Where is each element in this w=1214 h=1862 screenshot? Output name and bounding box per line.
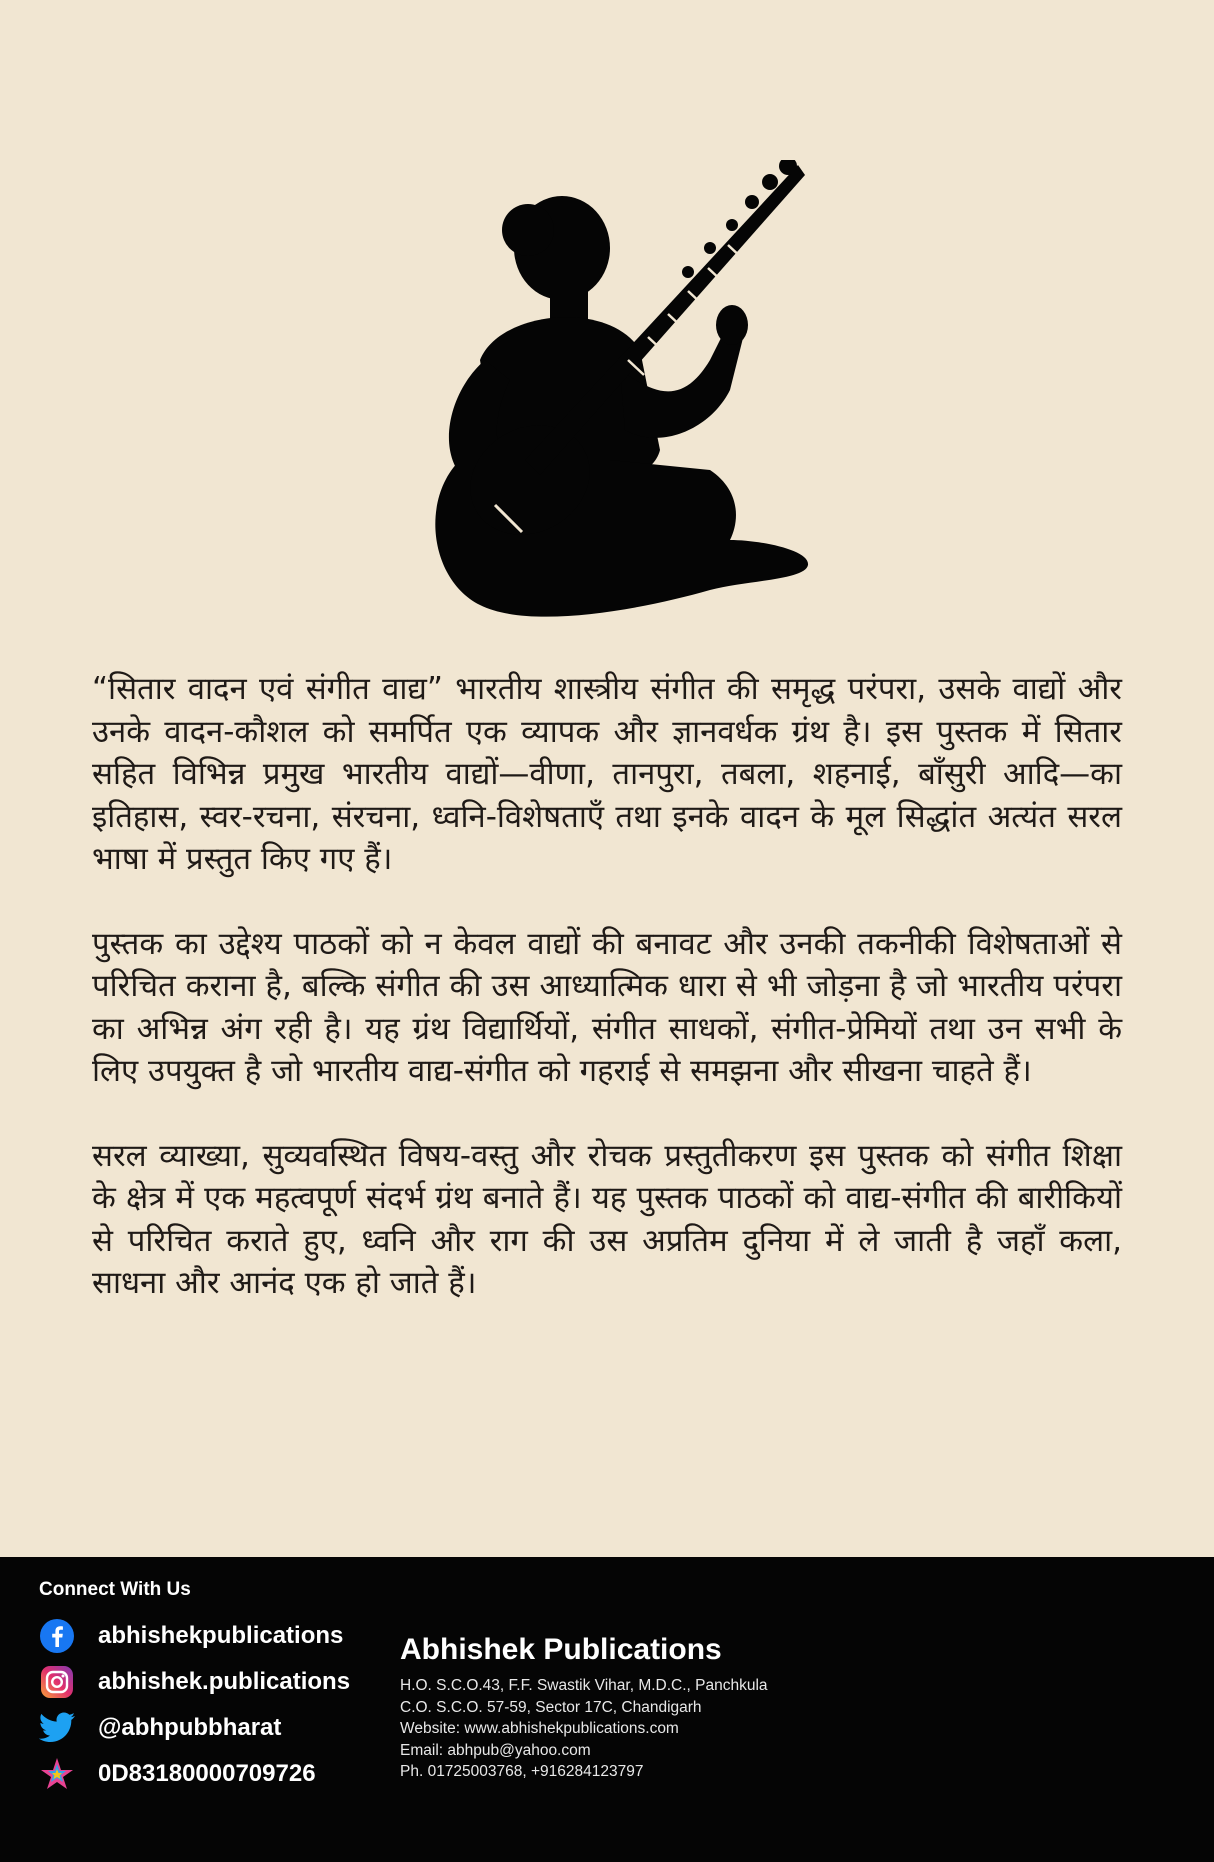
publisher-head-office: H.O. S.C.O.43, F.F. Swastik Vihar, M.D.C., Panchkula bbox=[400, 1677, 768, 1694]
social-link-publisher-id[interactable] bbox=[38, 1751, 350, 1797]
social-label-twitter: @abhpubbharat bbox=[98, 1714, 282, 1741]
social-links bbox=[38, 1613, 350, 1797]
publisher-info bbox=[400, 1633, 768, 1783]
footer bbox=[0, 1557, 1214, 1862]
book-description bbox=[92, 668, 1122, 1347]
publisher-star-icon bbox=[38, 1755, 76, 1793]
sitar-player-illustration bbox=[410, 160, 810, 630]
social-link-twitter[interactable] bbox=[38, 1705, 350, 1751]
social-label-publisher-id: 0D83180000709726 bbox=[98, 1760, 316, 1787]
sitar-player-silhouette-icon bbox=[410, 160, 810, 630]
twitter-icon bbox=[38, 1709, 76, 1747]
social-link-facebook[interactable] bbox=[38, 1613, 350, 1659]
publisher-website[interactable]: Website: www.abhishekpublications.com bbox=[400, 1720, 679, 1737]
description-paragraph-1: “सितार वादन एवं संगीत वाद्य” भारतीय शास्त्रीय संगीत की समृद्ध परंपरा, उसके वाद्यों और उनके वादन-कौशल को समर्पित एक व्यापक और ज्ञानवर्धक ग्रंथ है। इस पुस्तक में सितार सहित विभिन्न प्रमुख भारतीय वाद्यों—वीणा, तानपुरा, तबला, शहनाई, बाँसुरी आदि—का इतिहास, स्वर-रचना, संरचना, ध्वनि-विशेषताएँ तथा इनके वादन के मूल सिद्धांत अत्यंत सरल भाषा में प्रस्तुत किए गए हैं। bbox=[92, 671, 1122, 877]
social-label-instagram: abhishek.publications bbox=[98, 1668, 351, 1695]
instagram-icon bbox=[38, 1663, 76, 1701]
social-link-instagram[interactable] bbox=[38, 1659, 350, 1705]
description-paragraph-3: सरल व्याख्या, सुव्यवस्थित विषय-वस्तु और रोचक प्रस्तुतीकरण इस पुस्तक को संगीत शिक्षा के क्षेत्र में एक महत्वपूर्ण संदर्भ ग्रंथ बनाते हैं। यह पुस्तक पाठकों को वाद्य-संगीत की बारीकियों से परिचित कराते हुए, ध्वनि और राग की उस अप्रतिम दुनिया में ले जाती है जहाँ कला, साधना और आनंद एक हो जाते हैं। bbox=[92, 1137, 1122, 1301]
publisher-email[interactable]: Email: abhpub@yahoo.com bbox=[400, 1741, 591, 1759]
publisher-name: Abhishek Publications bbox=[400, 1633, 722, 1666]
facebook-icon bbox=[38, 1617, 76, 1655]
description-paragraph-2: पुस्तक का उद्देश्य पाठकों को न केवल वाद्यों की बनावट और उनकी तकनीकी विशेषताओं से परिचित कराना है, बल्कि संगीत की उस आध्यात्मिक धारा से भी जोड़ना है जो भारतीय परंपरा का अभिन्न अंग रही है। यह ग्रंथ विद्यार्थियों, संगीत साधकों, संगीत-प्रेमियों तथा उन सभी के लिए उपयुक्त है जो भारतीय वाद्य-संगीत को गहराई से समझना और सीखना चाहते हैं। bbox=[92, 925, 1122, 1089]
connect-title: Connect With Us bbox=[39, 1579, 191, 1600]
social-label-facebook: abhishekpublications bbox=[98, 1622, 344, 1649]
publisher-phone: Ph. 01725003768, +916284123797 bbox=[400, 1763, 644, 1780]
publisher-corporate-office: C.O. S.C.O. 57-59, Sector 17C, Chandigarh bbox=[400, 1698, 702, 1716]
